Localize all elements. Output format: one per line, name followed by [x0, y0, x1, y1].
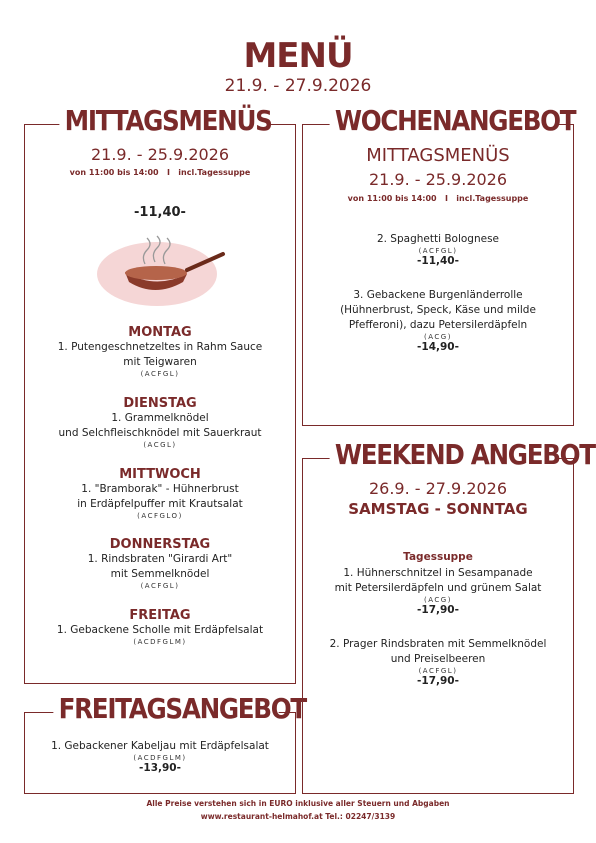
allergen-codes: (ACFGL): [418, 667, 458, 675]
allergen-codes: (ACGL): [143, 441, 177, 449]
wochenangebot-subtitle: MITTAGSMENÜS: [366, 145, 510, 166]
allergen-codes: (ACG): [424, 596, 452, 604]
day-dish: 1. "Bramborak" - Hühnerbrust in Erdäpfelpuffer mit Krautsalat: [77, 483, 243, 510]
weekend-title: WEEKEND ANGEBOT: [330, 438, 559, 471]
day-block-donnerstag: [24, 537, 296, 590]
allergen-codes: (ACFGLO): [137, 512, 183, 520]
page-title: MENÜ: [243, 36, 353, 76]
day-dish: 1. Putengeschnetzeltes in Rahm Sauce mit Teigwaren: [57, 341, 263, 368]
allergen-codes: (ACG): [424, 333, 452, 341]
mittagsmenus-dates: 21.9. - 25.9.2026: [90, 145, 230, 164]
freitagsangebot-title: FREITAGSANGEBOT: [53, 692, 278, 725]
mittagsmenus-price: -11,40-: [134, 205, 186, 220]
day-label: MONTAG: [128, 325, 192, 340]
item-price: -17,90-: [417, 675, 459, 687]
weekend-item: [302, 637, 574, 687]
item-dish: 2. Prager Rindsbraten mit Semmelknödel und Preiselbeeren: [329, 638, 547, 665]
item-dish: 2. Spaghetti Bolognese: [376, 233, 500, 245]
allergen-codes: (ACDFGLM): [133, 638, 187, 646]
day-dish: 1. Rindsbraten "Girardi Art" mit Semmelknödel: [87, 553, 233, 580]
mittagsmenus-title: MITTAGSMENÜS: [59, 104, 270, 137]
item-dish: 3. Gebackene Burgenländerrolle (Hühnerbrust, Speck, Käse und milde Pfefferoni), dazu Petersilerdäpfeln: [340, 289, 536, 331]
day-block-mittwoch: [24, 467, 296, 520]
page-dates: 21.9. - 27.9.2026: [224, 76, 372, 96]
weekend-days: SAMSTAG - SONNTAG: [348, 500, 528, 518]
footer-contact: www.restaurant-helmahof.at Tel.: 02247/3139: [200, 812, 396, 821]
item-price: -14,90-: [417, 341, 459, 353]
day-label: DIENSTAG: [123, 396, 197, 411]
item-price: -13,90-: [139, 762, 181, 774]
frying-pan-illustration: [95, 232, 230, 307]
weekend-dates: 26.9. - 27.9.2026: [368, 479, 508, 498]
day-dish: 1. Grammelknödel und Selchfleischknödel mit Sauerkraut: [58, 412, 262, 439]
wochenangebot-dates: 21.9. - 25.9.2026: [368, 170, 508, 189]
day-label: MITTWOCH: [119, 467, 201, 482]
day-dish: 1. Gebackene Scholle mit Erdäpfelsalat: [56, 624, 264, 636]
allergen-codes: (ACFGL): [140, 582, 180, 590]
footer-prices-note: Alle Preise verstehen sich in EURO inklusive aller Steuern und Abgaben: [146, 799, 450, 808]
day-block-freitag: [24, 608, 296, 646]
item-dish: 1. Hühnerschnitzel in Sesampanade mit Petersilerdäpfeln und grünem Salat: [334, 567, 542, 594]
wochen-item: [302, 232, 574, 267]
allergen-codes: (ACDFGLM): [133, 754, 187, 762]
wochenangebot-title: WOCHENANGEBOT: [330, 104, 559, 137]
day-label: FREITAG: [129, 608, 191, 623]
freitags-item: [24, 739, 296, 774]
allergen-codes: (ACFGL): [418, 247, 458, 255]
wochenangebot-hours: von 11:00 bis 14:00 I incl.Tagessuppe: [347, 194, 529, 203]
item-price: -11,40-: [417, 255, 459, 267]
mittagsmenus-hours: von 11:00 bis 14:00 I incl.Tagessuppe: [69, 168, 251, 177]
allergen-codes: (ACFGL): [140, 370, 180, 378]
item-dish: 1. Gebackener Kabeljau mit Erdäpfelsalat: [51, 740, 269, 752]
weekend-soup: Tagessuppe: [403, 551, 473, 563]
wochen-item: [302, 288, 574, 353]
day-block-dienstag: [24, 396, 296, 449]
item-price: -17,90-: [417, 604, 459, 616]
weekend-item: [302, 566, 574, 616]
day-label: DONNERSTAG: [109, 537, 211, 552]
day-block-montag: [24, 325, 296, 378]
